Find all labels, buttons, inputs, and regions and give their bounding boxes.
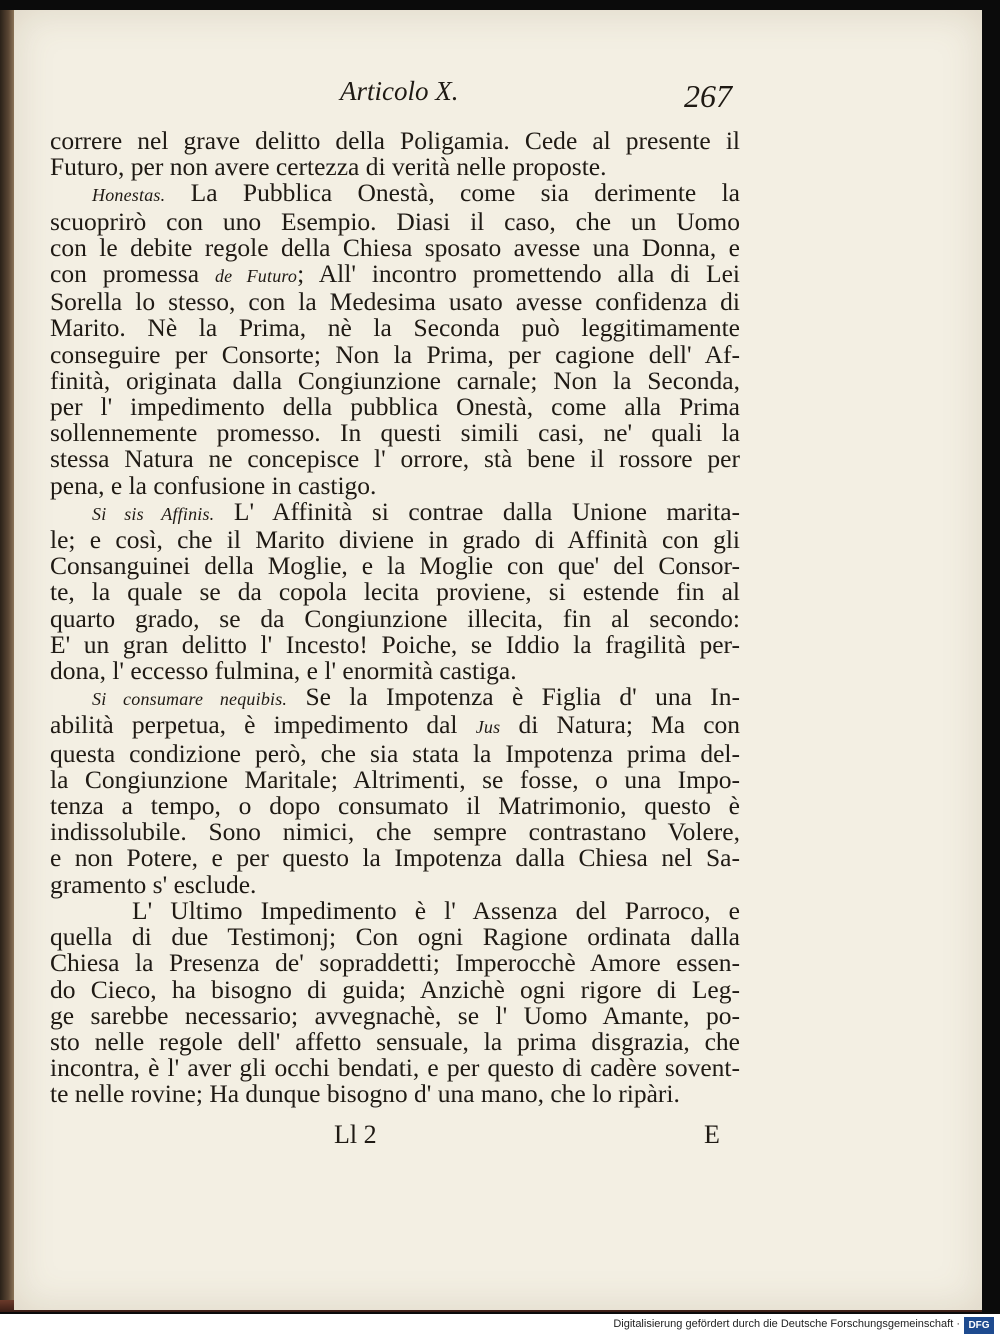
dfg-logo: DFG: [964, 1317, 994, 1334]
text-line: indissolubile. Sono nimici, che sempre contrastano Volere,: [50, 817, 740, 847]
text-line: e non Potere, e per questo la Impotenza dalla Chiesa nel Sa-: [50, 843, 740, 873]
text-line: stessa Natura ne concepisce l' orrore, stà bene il rossore per: [50, 444, 740, 474]
text-line: [50, 180, 740, 208]
text-segment: Se la Impotenza è Figlia d' una In-: [305, 682, 740, 712]
text-line: correre nel grave delitto della Poligamia. Cede al presente il: [50, 126, 740, 155]
credit-text: Digitalisierung gefördert durch die Deutsche Forschungsgemeinschaft ·: [613, 1318, 960, 1330]
text-segment: con promessa: [50, 259, 200, 289]
text-line: pena, e la confusione in castigo.: [50, 470, 377, 500]
page-number: 267: [684, 78, 732, 114]
text-line: E' un gran delitto l' Incesto! Poiche, se Iddio la fragilità per-: [50, 629, 740, 659]
text-line: Sorella lo stesso, con la Medesima usato avesse confidenza di: [50, 287, 740, 317]
text-line: ge sarebbe necessario; avvegnachè, se l' Uomo Amante, po-: [50, 1000, 740, 1030]
text-segment: All' incontro promettendo alla di Lei: [318, 259, 740, 289]
text-line: le; e così, che il Marito diviene in grado di Affinità con gli: [50, 525, 740, 555]
text-line: sollennemente promesso. In questi simili casi, ne' quali la: [50, 418, 740, 448]
text-segment: di Natura; Ma con: [518, 710, 741, 740]
text-line: dona, l' eccesso fulmina, e l' enormità castiga.: [50, 656, 517, 686]
text-line: Consanguinei della Moglie, e la Moglie con que' del Consor-: [50, 551, 740, 581]
text-line: quarto grado, se da Congiunzione illecita, fin al secondo:: [50, 603, 740, 633]
body-text: [50, 128, 740, 1108]
text-line: [50, 496, 741, 527]
margin-note: Si sis Affinis.: [92, 503, 215, 524]
text-line: scuoprirò con uno Esempio. Diasi il caso, che un Uomo: [50, 206, 740, 236]
text-line: L' Ultimo Impedimento è l' Assenza del Parroco, e: [132, 895, 740, 925]
text-line: Futuro, per non avere certezza di verità nelle proposte.: [50, 152, 607, 182]
text-line: [50, 684, 740, 712]
text-segment: L' Affinità si contrae dalla Unione marita-: [233, 496, 741, 526]
text-segment: abilità perpetua, è impedimento dal: [50, 710, 458, 740]
text-line: te, la quale se da copola lecita proviene, si estende fin al: [50, 577, 740, 607]
credit-bar: [0, 1314, 1000, 1340]
text-line: Marito. Nè la Prima, nè la Seconda può leggitimamente: [50, 313, 740, 343]
margin-note: de Futuro: [214, 266, 298, 287]
text-line: gramento s' esclude.: [50, 869, 257, 899]
text-line: sto nelle regole dell' affetto sensuale, la prima disgrazia, che: [50, 1026, 740, 1056]
text-line: con promessa de Futuro; All' incontro promettendo alla di Lei: [50, 259, 740, 289]
text-segment: La Pubblica Onestà, come sia derimente la: [190, 178, 741, 208]
text-line: la Congiunzione Maritale; Altrimenti, se fosse, o una Impo-: [50, 764, 740, 794]
text-line: per l' impedimento della pubblica Onestà, come alla Prima: [50, 392, 740, 422]
running-head: Articolo X.: [340, 76, 459, 106]
text-line: conseguire per Consorte; Non la Prima, per cagione dell' Af-: [50, 339, 740, 369]
margin-note: Honestas.: [92, 185, 166, 206]
text-line: finità, originata dalla Congiunzione carnale; Non la Seconda,: [50, 365, 740, 395]
text-line: questa condizione però, che sia stata la Impotenza prima del-: [50, 738, 740, 768]
text-line: Chiesa la Presenza de' sopraddetti; Imperocchè Amore essen-: [50, 948, 740, 978]
book-edge: [0, 10, 14, 1310]
text-line: incontra, è l' aver gli occhi bendati, e per questo di cadère sovent-: [50, 1053, 740, 1083]
text-line: do Cieco, ha bisogno di guida; Anzichè ogni rigore di Leg-: [50, 974, 740, 1004]
text-line: con le debite regole della Chiesa sposato avesse una Donna, e: [50, 232, 740, 262]
text-line: te nelle rovine; Ha dunque bisogno d' una mano, che lo ripàri.: [50, 1079, 680, 1109]
signature-mark: Ll 2: [334, 1120, 377, 1149]
text-line: [50, 712, 740, 740]
margin-note: Jus: [475, 717, 501, 738]
text-line: tenza a tempo, o dopo consumato il Matrimonio, questo è: [50, 791, 740, 821]
text-line: quella di due Testimonj; Con ogni Ragione ordinata dalla: [50, 922, 740, 952]
catchword: E: [704, 1120, 720, 1149]
margin-note: Si consumare nequibis.: [92, 689, 288, 710]
